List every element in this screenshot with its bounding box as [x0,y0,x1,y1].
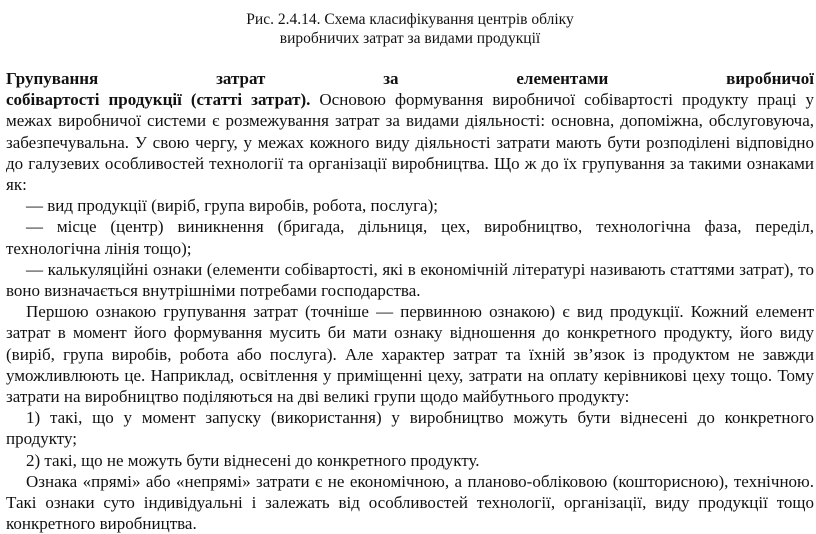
heading-word: за [383,69,399,88]
document-page [6,10,814,534]
heading-word: Групування [6,69,99,88]
list-item: — місце (центр) виникнення (бригада, дільниця, цех, виробництво, технологічна фаза, переділ, технологічна лінія тощо); [6,217,814,258]
heading-word: затрат [216,69,266,88]
list-item: — вид продукції (виріб, група виробів, робота, послуга); [26,196,438,216]
numbered-item: 2) такі, що не можуть бути віднесені до конкретного продукту. [26,450,480,470]
heading-word: елементами [516,69,609,88]
caption-line-2: виробничих затрат за видами продукції [279,30,541,47]
caption-line-1: Рис. 2.4.14. Схема класифікування центрів обліку [246,11,574,28]
heading-word: виробничої [726,69,814,88]
figure-caption [6,10,814,48]
numbered-item: 1) такі, що у момент запуску (використання) у виробництво можуть бути віднесені до конкретного продукту; [6,408,814,449]
paragraph-1-text: Основою формування виробничої собівартості продукту праці у межах виробничої системи є розмежування затрат за видами діяльності: основна, допоміжна, обслуговуюча, забезпечувальна. У свою чергу, у межах кожного виду діяльності затрати мають бути розподілені відповідно до галузевих особливостей технології та організації виробництва. Що ж до їх групування за такими ознаками як: [6,90,815,195]
section-heading-continuation: собівартості продукції (статті затрат). [6,90,311,110]
body-text [6,68,814,534]
list-item: — калькуляційні ознаки (елементи собівартості, які в економічній літературі називають статтями затрат), то воно визначається внутрішніми потребами господарства. [6,259,814,301]
section-heading-line [6,68,814,89]
paragraph-1 [6,89,814,195]
paragraph-3: Ознака «прямі» або «непрямі» затрати є не економічною, а планово-обліковою (кошторисною), технічною. Такі ознаки суто індивідуальні і залежать від особливостей технології, організації, виду продукції тощо конкретного виробництва. [6,471,814,534]
paragraph-2: Першою ознакою групування затрат (точніше — первинною ознакою) є вид продукції. Кожний елемент затрат в момент його формування мусить би мати ознаку відношення до конкретного продукту, його виду (виріб, група виробів, робота або послуга). Але характер затрат та їхній зв’язок із продуктом не завжди уможливлюють це. Наприклад, освітлення у приміщенні цеху, затрати на оплату керівникові цеху тощо. Тому затрати на виробництво поділяються на дві великі групи щодо майбутнього продукту: [6,302,814,407]
